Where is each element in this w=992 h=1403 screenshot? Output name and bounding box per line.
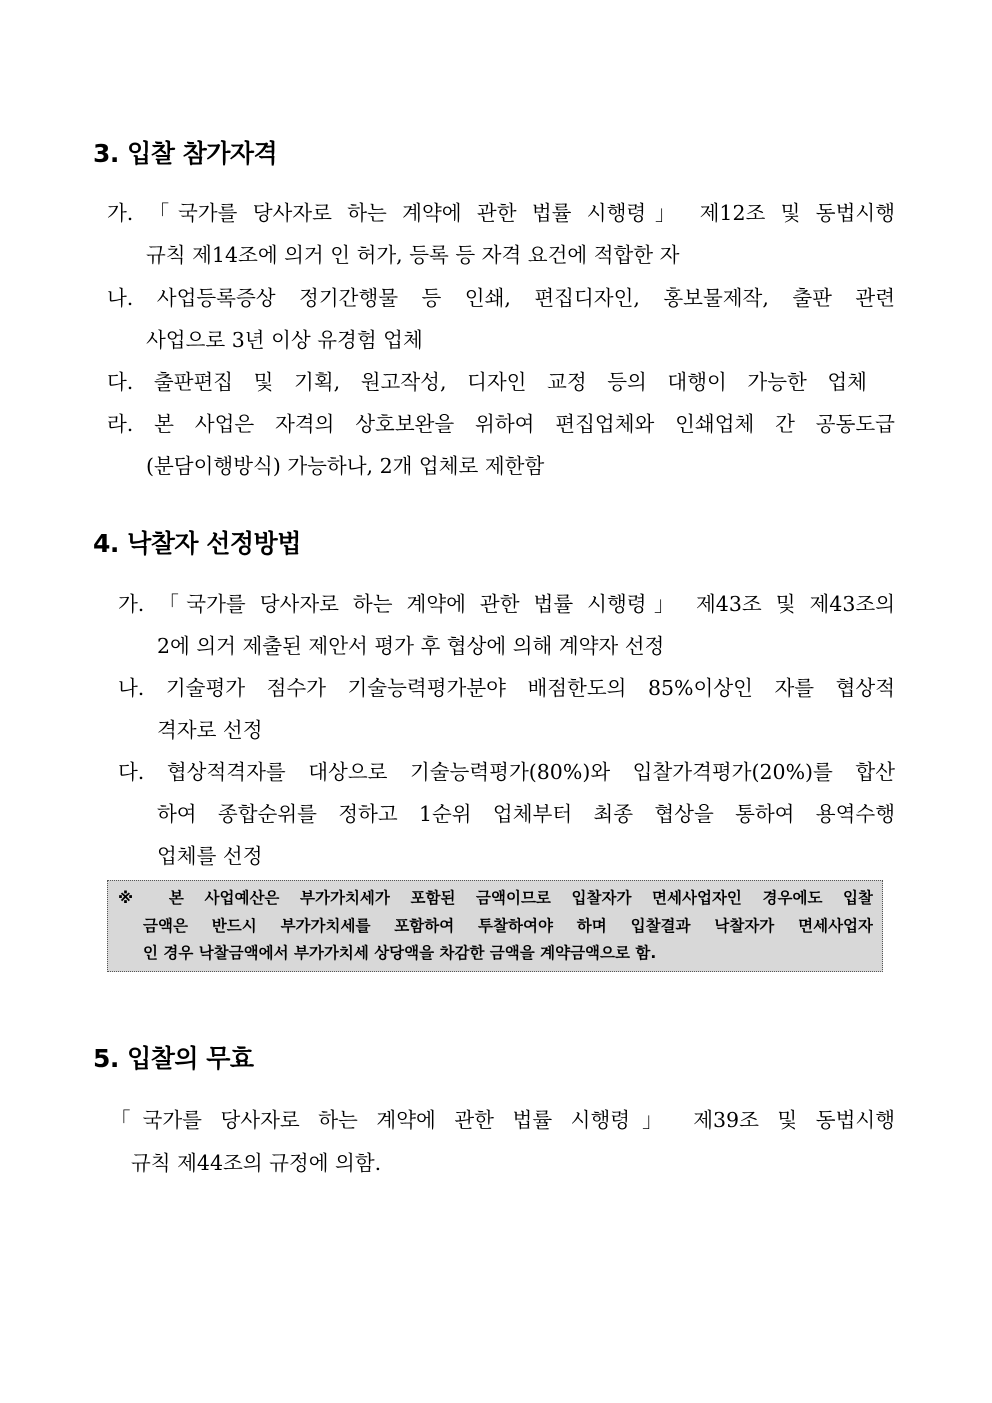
eligibility-item-ra-line1: 라. 본 사업은 자격의 상호보완을 위하여 편집업체와 인쇄업체 간 공동도급: [107, 412, 895, 436]
award-item-ga-line2: 2에 의거 제출된 제안서 평가 후 협상에 의해 계약자 선정: [157, 634, 665, 658]
eligibility-item-da: 다. 출판편집 및 기획, 원고작성, 디자인 교정 등의 대행이 가능한 업체: [107, 370, 867, 394]
vat-notice-line1: ※ 본 사업예산은 부가가치세가 포함된 금액이므로 입찰자가 면세사업자인 경우에도 입찰: [118, 889, 873, 907]
section-heading-bid-invalidity: 5. 입찰의 무효: [93, 1044, 254, 1073]
eligibility-item-ga-line2: 규칙 제14조에 의거 인 허가, 등록 등 자격 요건에 적합한 자: [146, 243, 680, 267]
eligibility-item-na-line1: 나. 사업등록증상 정기간행물 등 인쇄, 편집디자인, 홍보물제작, 출판 관련: [107, 286, 895, 310]
award-item-na-line2: 격자로 선정: [157, 718, 263, 742]
eligibility-item-ra-line2: (분담이행방식) 가능하나, 2개 업체로 제한함: [146, 454, 545, 478]
award-item-na-line1: 나. 기술평가 점수가 기술능력평가분야 배점한도의 85%이상인 자를 협상적: [118, 676, 895, 700]
award-item-da-line2: 하여 종합순위를 정하고 1순위 업체부터 최종 협상을 통하여 용역수행: [157, 802, 895, 826]
invalidity-text-line2: 규칙 제44조의 규정에 의함.: [131, 1151, 382, 1175]
section-heading-eligibility: 3. 입찰 참가자격: [93, 139, 278, 168]
award-item-da-line3: 업체를 선정: [157, 844, 263, 868]
eligibility-item-na-line2: 사업으로 3년 이상 유경험 업체: [146, 328, 423, 352]
vat-notice-line3: 인 경우 낙찰금액에서 부가가치세 상당액을 차감한 금액을 계약금액으로 함.: [143, 944, 657, 962]
vat-notice-line2: 금액은 반드시 부가가치세를 포함하여 투찰하여야 하며 입찰결과 낙찰자가 면세사업자: [143, 917, 873, 935]
award-item-da-line1: 다. 협상적격자를 대상으로 기술능력평가(80%)와 입찰가격평가(20%)를 합산: [118, 760, 895, 784]
award-item-ga-line1: 가. 「국가를 당사자로 하는 계약에 관한 법률 시행령」 제43조 및 제43조의: [118, 592, 895, 616]
vat-notice-box: [107, 880, 883, 972]
section-heading-award-method: 4. 낙찰자 선정방법: [93, 529, 301, 558]
eligibility-item-ga-line1: 가. 「국가를 당사자로 하는 계약에 관한 법률 시행령」 제12조 및 동법시행: [107, 201, 895, 225]
invalidity-text-line1: 「국가를 당사자로 하는 계약에 관한 법률 시행령」 제39조 및 동법시행: [110, 1108, 895, 1132]
